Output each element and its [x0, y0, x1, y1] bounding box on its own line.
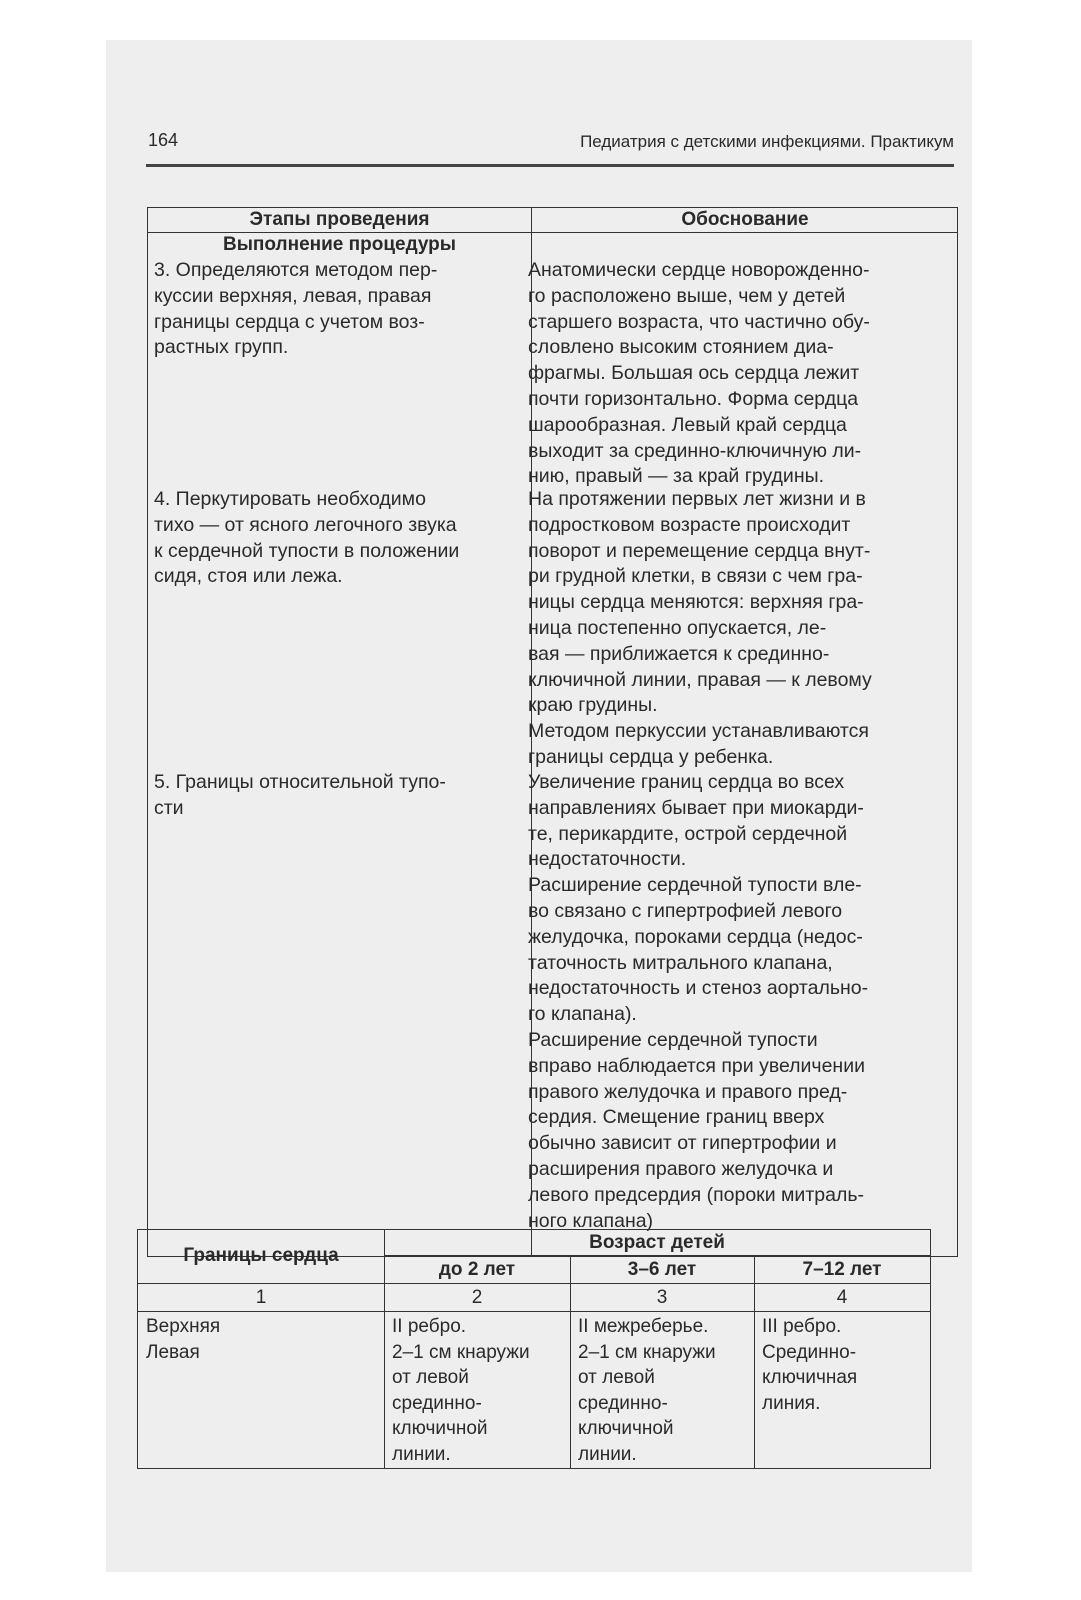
cell-age-0-2: II ребро. 2–1 см кнаружи от левой срединно- ключичной линии.: [392, 1316, 530, 1465]
cell-age-3-6: II межреберье. 2–1 см кнаружи от левой срединно- ключичной линии.: [578, 1316, 716, 1465]
page-header: [146, 128, 954, 167]
rationale-4: На протяжении первых лет жизни и в подростковом возрасте происходит поворот и перемещение сердца внут- ри грудной клетки, в связи с чем гра- ницы сердца меняются: верхняя гра- ница постепенно опускается, ле- вая — приближается к срединно- ключичной линии, правая — к левому краю грудины. Методом перкуссии устанавливаются границы сердца у ребенка.: [528, 488, 872, 768]
rationale-5: Увеличение границ сердца во всех направлениях бывает при миокарди- те, перикардите, острой сердечной недостаточности. Расширение сердечной тупости вле- во связано с гипертрофией левого желудочка, пороками сердца (недос- таточность митрального клапана, недостаточность и стеноз аортально- го клапана). Расширение сердечной тупости вправо наблюдается при увеличении правого желудочка и правого пред- сердия. Смещение границ вверх обычно зависит от гипертрофии и расширения правого желудочка и левого предсердия (пороки митраль- ного клапана): [528, 771, 869, 1232]
header-age-group: Возраст детей: [589, 1232, 725, 1253]
header-rationale: Обоснование: [681, 209, 809, 230]
heart-borders-table: [137, 1229, 931, 1469]
col-number-2: 2: [471, 1287, 483, 1308]
page-number: 164: [148, 130, 179, 150]
header-heart-borders: Границы сердца: [183, 1245, 339, 1266]
row-labels: Верхняя Левая: [146, 1316, 221, 1363]
table-header-row: [148, 208, 957, 233]
running-title: Педиатрия с детскими инфекциями. Практикум: [580, 132, 954, 151]
step-3: 3. Определяются методом пер- куссии верхняя, левая, правая границы сердца с учетом воз- растных групп.: [154, 259, 438, 359]
header-age-7-12: 7–12 лет: [802, 1259, 882, 1280]
col-number-1: 1: [255, 1287, 267, 1308]
cell-age-7-12: III ребро. Срединно- ключичная линия.: [762, 1316, 858, 1414]
procedure-table: [147, 207, 958, 1257]
col-number-3: 3: [656, 1287, 668, 1308]
col-number-4: 4: [836, 1287, 848, 1308]
step-4: 4. Перкутировать необходимо тихо — от ясного легочного звука к сердечной тупости в положении сидя, стоя или лежа.: [154, 488, 460, 588]
row-divider-numbers: [138, 1311, 930, 1312]
header-age-3-6: 3–6 лет: [627, 1259, 697, 1280]
section-title: Выполнение процедуры: [222, 234, 457, 255]
step-5: 5. Границы относительной тупо- сти: [154, 771, 446, 819]
header-age-0-2: до 2 лет: [438, 1259, 516, 1280]
row-divider-header: [138, 1283, 930, 1284]
header-stages: Этапы проведения: [249, 209, 430, 230]
rationale-3: Анатомически сердце новорожденно- го расположено выше, чем у детей старшего возраста, что частично обу- словлено высоким стоянием диа- фрагмы. Большая ось сердца лежит почти горизонтально. Форма сердца шарообразная. Левый край сердца выходит за срединно-ключичную ли- нию, правый — за край грудины.: [528, 259, 870, 488]
